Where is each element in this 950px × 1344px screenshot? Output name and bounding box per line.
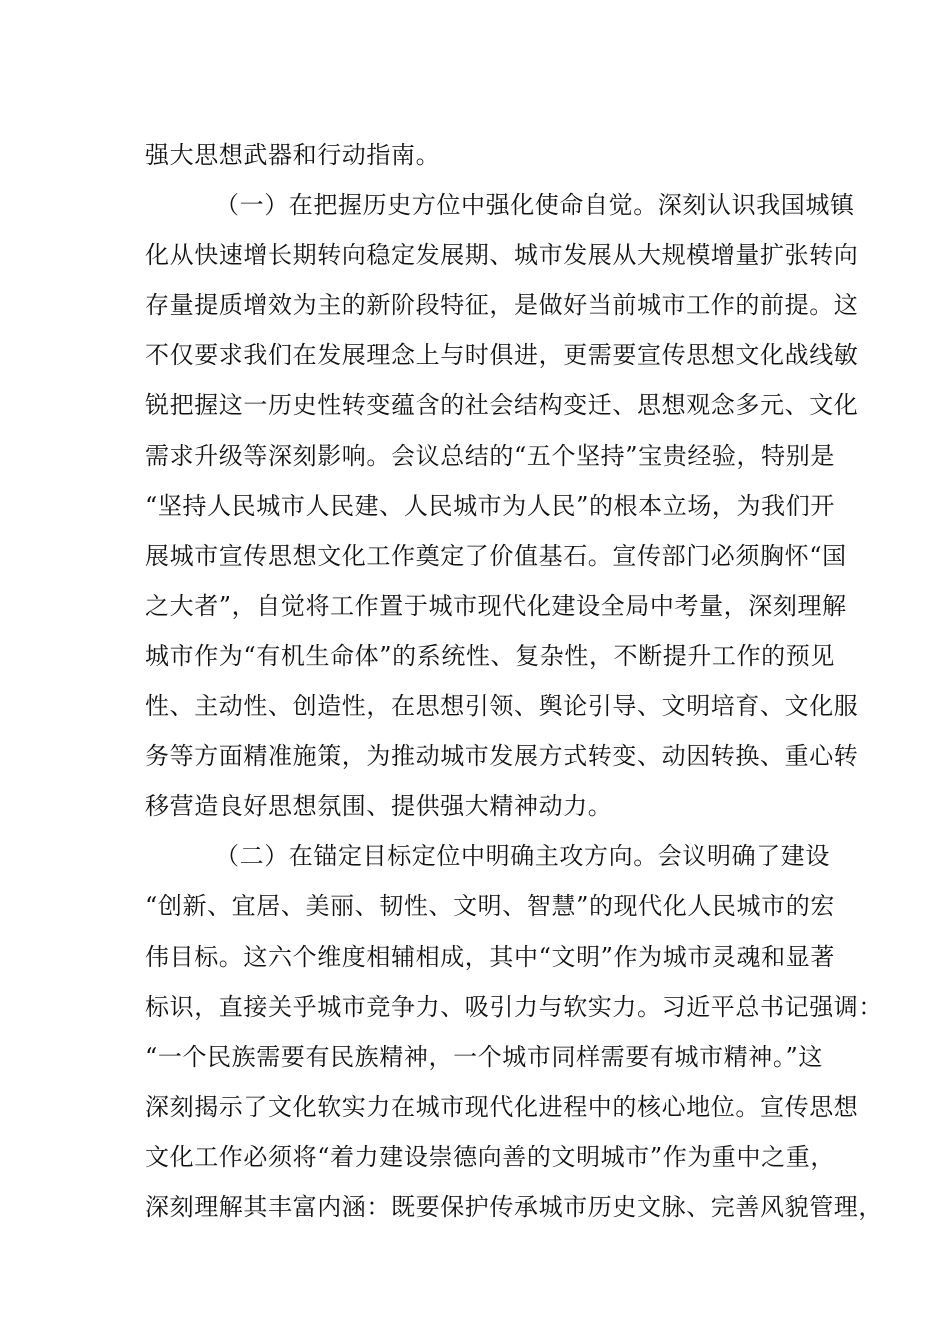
text-line: 城市作为“有机生命体”的系统性、复杂性，不断提升工作的预见 xyxy=(145,641,835,670)
text-line: 展城市宣传思想文化工作奠定了价值基石。宣传部门必须胸怀“国 xyxy=(145,541,847,570)
text-line: “一个民族需要有民族精神，一个城市同样需要有城市精神。”这 xyxy=(145,1042,823,1071)
text-line: 文化工作必须将“着力建设崇德向善的文明城市”作为重中之重， xyxy=(145,1142,835,1171)
text-line: 务等方面精准施策，为推动城市发展方式转变、动因转换、重心转 xyxy=(145,742,859,771)
text-line: 需求升级等深刻影响。会议总结的“五个坚持”宝贵经验，特别是 xyxy=(145,441,835,470)
text-line: 伟目标。这六个维度相辅相成，其中“文明”作为城市灵魂和显著 xyxy=(145,942,835,971)
paragraph-heading-line: （一）在把握历史方位中强化使命自觉。深刻认识我国城镇 xyxy=(215,191,855,220)
text-line: 性、主动性、创造性，在思想引领、舆论引导、文明培育、文化服 xyxy=(145,692,859,721)
text-line: 深刻理解其丰富内涵：既要保护传承城市历史文脉、完善风貌管理， xyxy=(145,1192,883,1221)
text-line: “坚持人民城市人民建、人民城市为人民”的根本立场，为我们开 xyxy=(145,491,835,520)
text-line: 移营造良好思想氛围、提供强大精神动力。 xyxy=(145,792,613,821)
text-line: 强大思想武器和行动指南。 xyxy=(145,141,441,169)
text-line: 之大者”，自觉将工作置于城市现代化建设全局中考量，深刻理解 xyxy=(145,591,847,620)
text-line: 化从快速增长期转向稳定发展期、城市发展从大规模增量扩张转向 xyxy=(145,241,859,270)
text-line: 不仅要求我们在发展理念上与时俱进，更需要宣传思想文化战线敏 xyxy=(145,341,859,370)
text-line: 存量提质增效为主的新阶段特征，是做好当前城市工作的前提。这 xyxy=(145,291,859,320)
text-line: 锐把握这一历史性转变蕴含的社会结构变迁、思想观念多元、文化 xyxy=(145,391,859,420)
text-line: 深刻揭示了文化软实力在城市现代化进程中的核心地位。宣传思想 xyxy=(145,1092,859,1121)
document-body-text xyxy=(145,130,883,1232)
paragraph-heading-line: （二）在锚定目标定位中明确主攻方向。会议明确了建设 xyxy=(215,842,830,871)
text-line: “创新、宜居、美丽、韧性、文明、智慧”的现代化人民城市的宏 xyxy=(145,892,835,921)
text-line: 标识，直接关乎城市竞争力、吸引力与软实力。习近平总书记强调： xyxy=(145,992,883,1021)
